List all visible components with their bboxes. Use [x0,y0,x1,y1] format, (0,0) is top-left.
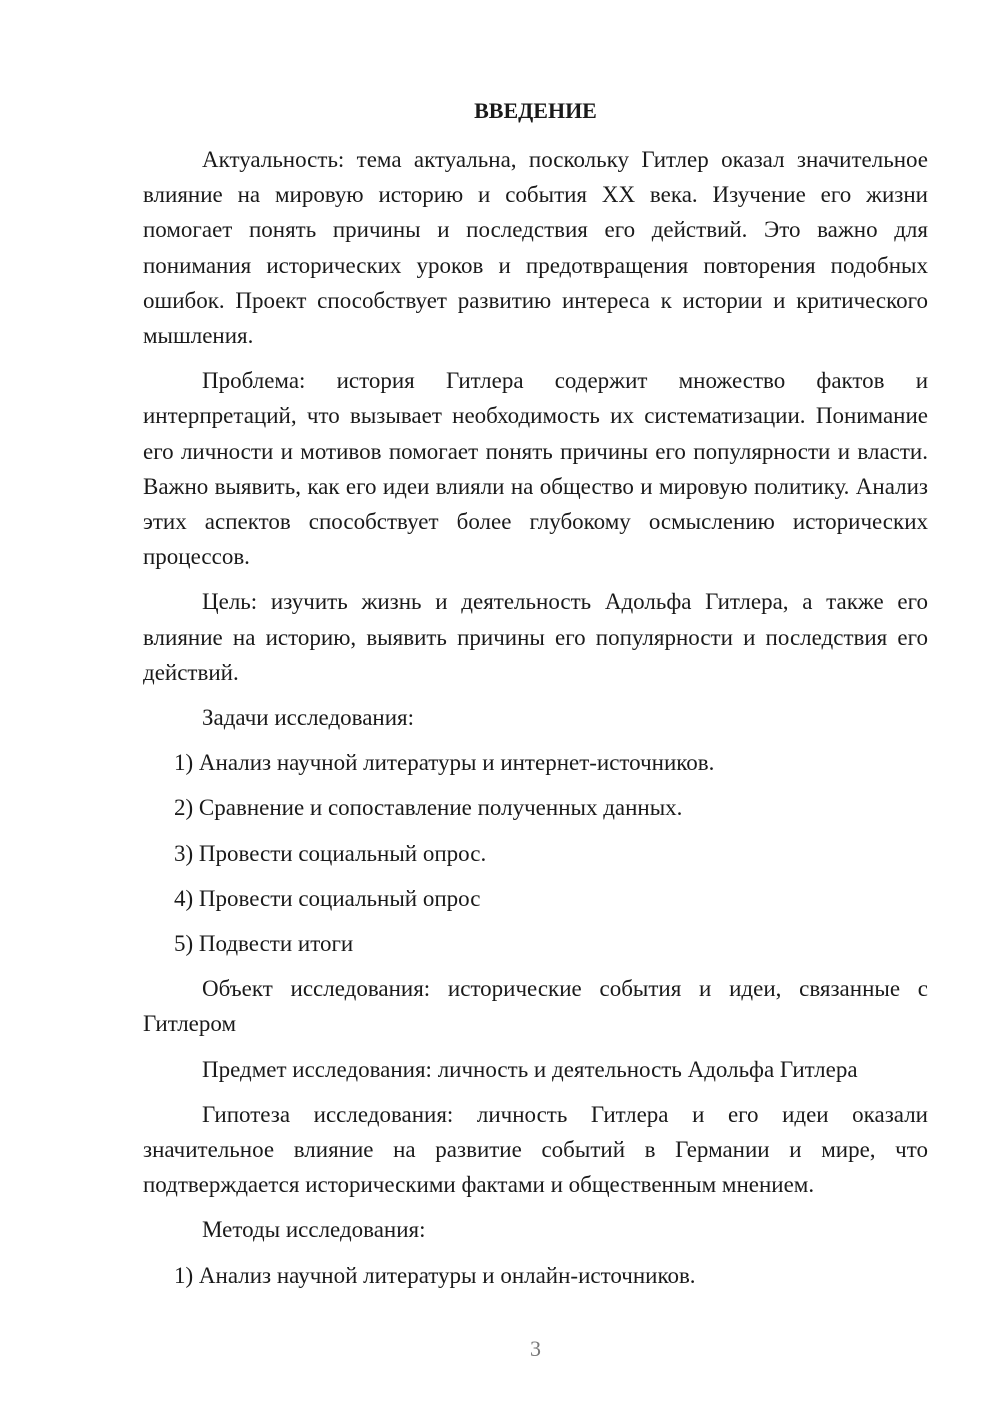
paragraph-object: Объект исследования: исторические события и идеи, связанные с Гитлером [143,976,928,1037]
paragraph-problem: Проблема: история Гитлера содержит множество фактов и интерпретаций, что вызывает необходимость их систематизации. Понимание его личности и мотивов помогает понять причины его популярности и власти. Важно выявить, как его идеи влияли на общество и мировую политику. Анализ этих аспектов способствует более глубокому осмыслению исторических процессов. [143,368,928,570]
list-item: 1) Анализ научной литературы и онлайн-источников. [174,1262,696,1288]
tasks-heading: Задачи исследования: [202,705,415,731]
list-item: 5) Подвести итоги [174,931,354,957]
list-item: 4) Провести социальный опрос [174,885,481,911]
methods-list [143,1258,928,1293]
tasks-list [143,745,928,961]
paragraph-hypothesis: Гипотеза исследования: личность Гитлера и его идеи оказали значительное влияние на развитие событий в Германии и мире, что подтверждается историческими фактами и общественным мнением. [143,1101,928,1198]
paragraph-relevance: Актуальность: тема актуальна, поскольку Гитлер оказал значительное влияние на мировую историю и события XX века. Изучение его жизни помогает понять причины и последствия его действий. Это важно для понимания исторических уроков и предотвращения повторения подобных ошибок. Проект способствует развитию интереса к истории и критического мышления. [143,147,928,349]
page-number: 3 [530,1336,541,1361]
list-item: 1) Анализ научной литературы и интернет-источников. [174,750,715,776]
page-title: ВВЕДЕНИЕ [474,98,597,123]
list-item: 3) Провести социальный опрос. [174,840,487,866]
paragraph-goal: Цель: изучить жизнь и деятельность Адольфа Гитлера, а также его влияние на историю, выявить причины его популярности и последствия его действий. [143,589,928,685]
document-body [143,142,928,1303]
list-item: 2) Сравнение и сопоставление полученных данных. [174,795,683,821]
methods-heading: Методы исследования: [202,1217,426,1243]
paragraph-subject: Предмет исследования: личность и деятельность Адольфа Гитлера [202,1056,858,1082]
